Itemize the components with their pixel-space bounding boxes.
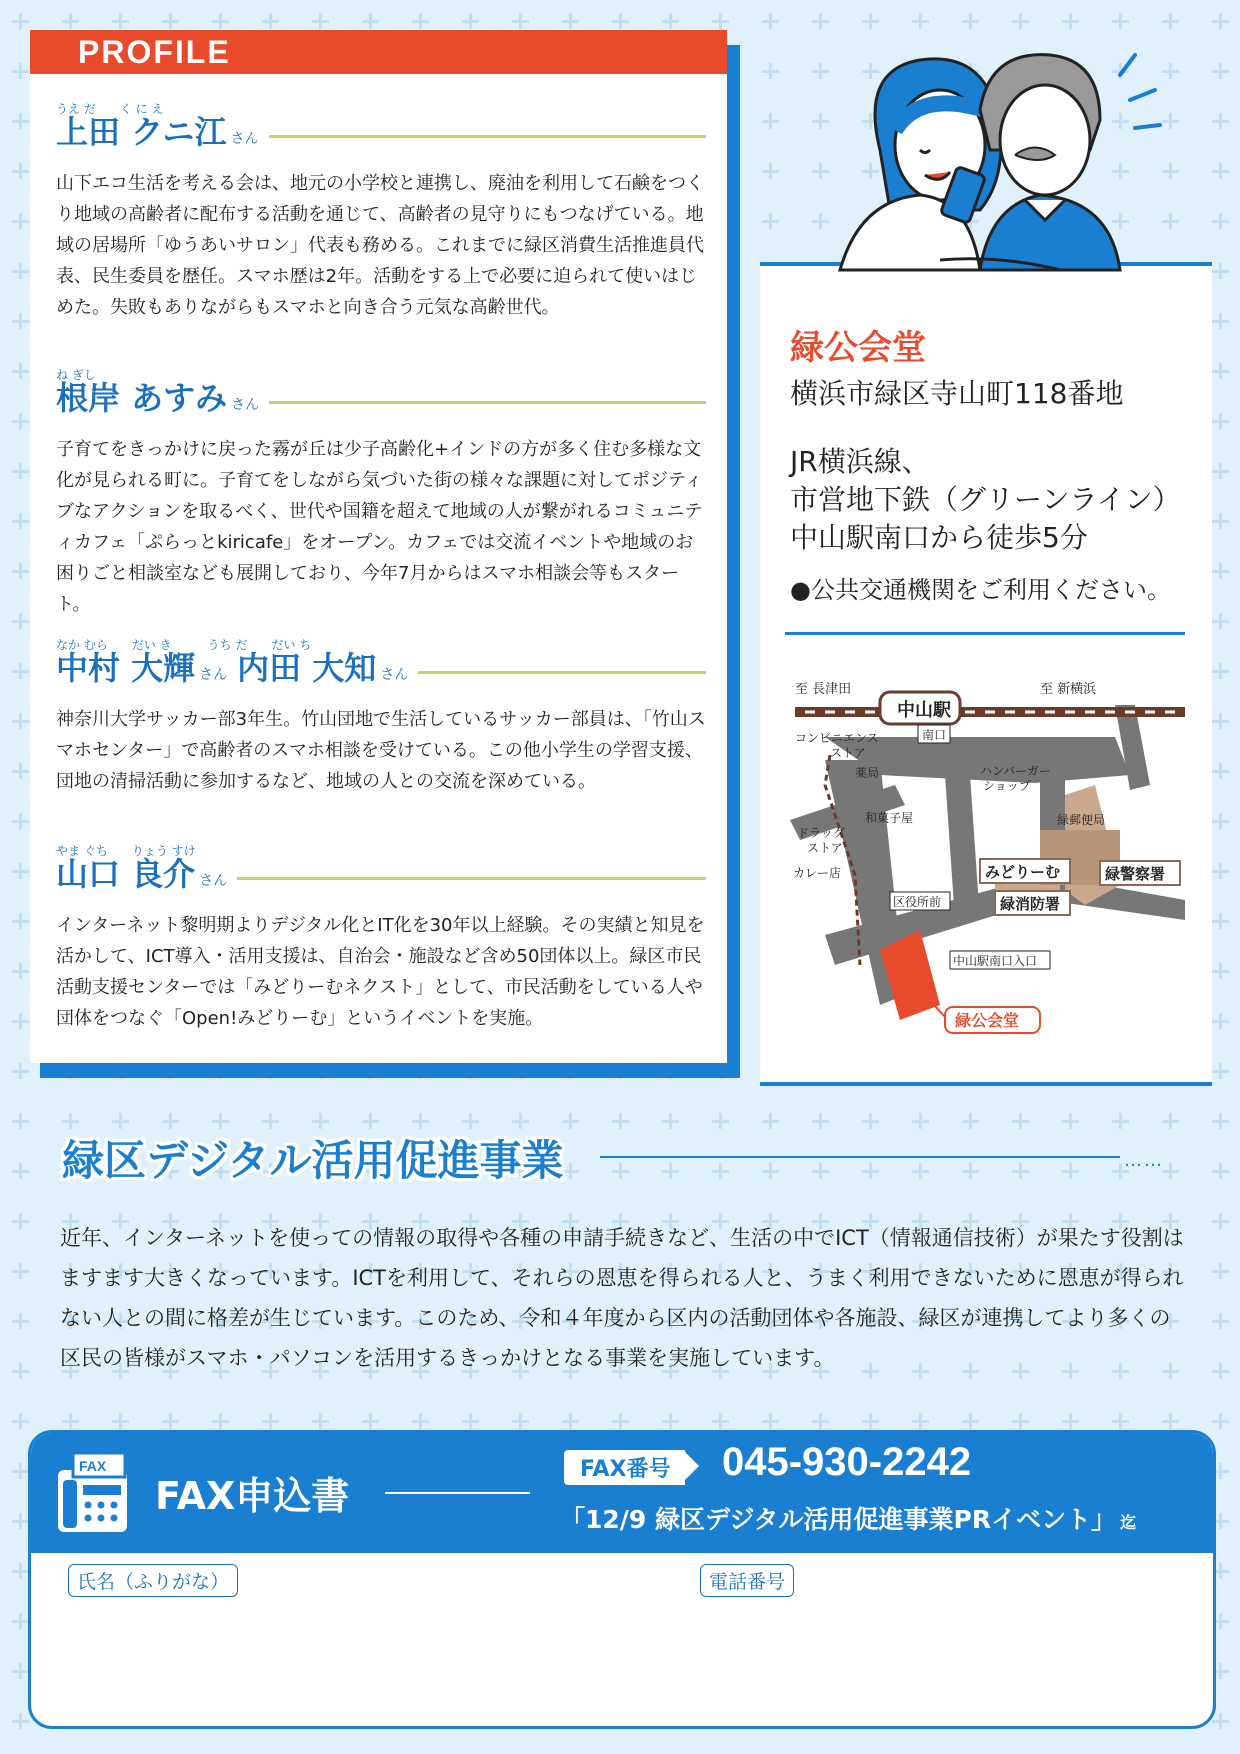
midoream-label: みどりーむ xyxy=(985,863,1061,881)
to-shinyokohama-label: 至 新横浜 xyxy=(1040,682,1097,697)
person-negishi xyxy=(56,366,706,620)
name-underline xyxy=(269,401,706,404)
person-honorific: さん xyxy=(199,873,228,889)
fax-number: 045-930-2242 xyxy=(722,1440,972,1484)
section-rule xyxy=(600,1156,1120,1158)
map-road xyxy=(1115,705,1150,790)
seniors-smartphone-illustration xyxy=(800,30,1220,295)
fax-deadline-until: 迄 xyxy=(1120,1513,1137,1532)
police-label: 緑警察署 xyxy=(1105,865,1166,883)
burger-label: ハンバーガー xyxy=(980,764,1051,778)
to-nagatsuta-label: 至 長津田 xyxy=(795,682,852,697)
access-line: 中山駅南口から徒歩5分 xyxy=(790,521,1088,554)
access-map xyxy=(785,665,1195,1055)
person-bio: 山下エコ生活を考える会は、地元の小学校と連携し、廃油を利用して石鹸をつくり地域の高齢者に配布する活動を通じて、高齢者の見守りにもつなげている。地域の居場所「ゆうあいサロン」代表も務める。これまでに緑区消費生活推進員代表、民生委員を歴任。スマホ歴は2年。活動をする上で必要に迫られて使いはじめた。失敗もありながらもスマホと向き合う元気な高齢世代。 xyxy=(56,173,704,318)
access-line: 市営地下鉄（グリーンライン） xyxy=(790,483,1181,516)
station-label: 中山駅 xyxy=(897,700,951,721)
person-honorific: さん xyxy=(231,397,260,413)
venue-name: 緑公会堂 xyxy=(790,328,926,368)
person-honorific: さん xyxy=(199,667,228,683)
section-title: 緑区デジタル活用促進事業 xyxy=(62,1136,564,1185)
fire-label: 緑消防署 xyxy=(1000,895,1061,913)
person-ruby: なか むら だい き うち だ だい ち xyxy=(56,638,312,652)
fax-icon-label: FAX xyxy=(79,1458,107,1474)
drugstore-label-2: ストア xyxy=(807,841,843,855)
wagashi-label: 和菓子屋 xyxy=(865,811,914,825)
person-name: 根岸 あすみ xyxy=(56,379,228,417)
convenience-label: コンビニエンス xyxy=(795,731,879,745)
fax-deadline xyxy=(560,1500,1136,1536)
fax-label-arrow xyxy=(683,1450,699,1482)
person-honorific: さん xyxy=(230,131,259,147)
person-ueda xyxy=(56,100,706,323)
name-underline xyxy=(418,671,706,674)
fax-number-label: FAX番号 xyxy=(564,1450,685,1485)
person-nakamura-uchida xyxy=(56,636,706,797)
name-underline xyxy=(269,135,706,138)
section-dots: …… xyxy=(1124,1150,1164,1171)
person-ruby: やま ぐち りょう すけ xyxy=(56,844,196,858)
venue-access xyxy=(790,443,1181,557)
person-ruby: ね ぎし xyxy=(56,368,96,382)
fax-title: FAX申込書 xyxy=(155,1474,350,1518)
pharmacy-label: 薬局 xyxy=(855,766,880,780)
fax-title-rule xyxy=(385,1492,530,1494)
venue-address: 横浜市緑区寺山町118番地 xyxy=(790,377,1124,410)
person-yamaguchi xyxy=(56,842,706,1034)
ward-office-stop-label: 区役所前 xyxy=(893,895,942,909)
section-body: 近年、インターネットを使っての情報の取得や各種の申請手続きなど、生活の中でICT（情報通信技術）が果たす役割はますます大きくなっています。ICTを利用して、それらの恩恵を得られる人と、うまく利用できないために恩恵が得られない人との間に格差が生じています。このため、令和４年度から区内の活動団体や各施設、緑区が連携してより多くの区民の皆様がスマホ・パソコンを活用するきっかけとなる事業を実施しています。 xyxy=(60,1226,1184,1370)
drugstore-label: ドラッグ xyxy=(797,826,845,840)
hall-label: 緑公会堂 xyxy=(955,1011,1020,1030)
burger-label-2: ショップ xyxy=(983,779,1031,793)
map-divider xyxy=(785,632,1185,635)
person-ruby: うえ だ く に え xyxy=(56,102,164,116)
curry-label: カレー店 xyxy=(793,866,842,880)
south-entrance-stop-label: 中山駅南口入口 xyxy=(953,954,1038,968)
person-bio: 神奈川大学サッカー部3年生。竹山団地で生活しているサッカー部員は、「竹山スマホセンター」で高齢者のスマホ相談を受けている。この他小学生の学習支援、団地の清掃活動に参加するなど、地域の人との交流を深めている。 xyxy=(56,709,706,792)
fax-deadline-event: 「12/9 緑区デジタル活用促進事業PRイベント」 xyxy=(560,1505,1117,1534)
person-name: 上田 クニ江 xyxy=(56,113,227,151)
person-name-2: 内田 大知 xyxy=(237,649,377,687)
person-name: 中村 大輝 xyxy=(56,649,196,687)
name-field-label: 氏名（ふりがな） xyxy=(68,1564,238,1597)
transit-note: ●公共交通機関をご利用ください。 xyxy=(790,576,1171,604)
profile-tab xyxy=(30,30,727,74)
person-honorific-2: さん xyxy=(380,667,409,683)
access-line: JR横浜線、 xyxy=(790,445,930,478)
person-bio: インターネット黎明期よりデジタル化とIT化を30年以上経験。その実績と知見を活かして、ICT導入・活用支援は、自治会・施設など含め50団体以上。緑区市民活動支援センターでは「みどりーむネクスト」として、市民活動をしている人や団体をつなぐ「Open!みどりーむ」というイベントを実施。 xyxy=(56,915,705,1029)
person-bio: 子育てをきっかけに戻った霧が丘は少子高齢化+インドの方が多く住む多様な文化が見られる町に。子育てをしながら気づいた街の様々な課題に対してポジティブなアクションを取るべく、世代や国籍を超えて地域の人が繋がれるコミュニティカフェ「ぷらっとkiricafe」をオープン。カフェでは交流イベントや地域のお困りごと相談室なども展開しており、今年7月からはスマホ相談会等もスタート。 xyxy=(56,439,703,615)
convenience-label-2: ストア xyxy=(830,746,866,760)
south-exit-label: 南口 xyxy=(922,728,947,742)
phone-field-label: 電話番号 xyxy=(700,1564,794,1597)
fax-icon xyxy=(55,1450,130,1535)
post-label: 緑郵便局 xyxy=(1057,813,1106,827)
person-name: 山口 良介 xyxy=(56,855,196,893)
name-underline xyxy=(237,877,706,880)
profile-tab-label: PROFILE xyxy=(78,34,231,70)
